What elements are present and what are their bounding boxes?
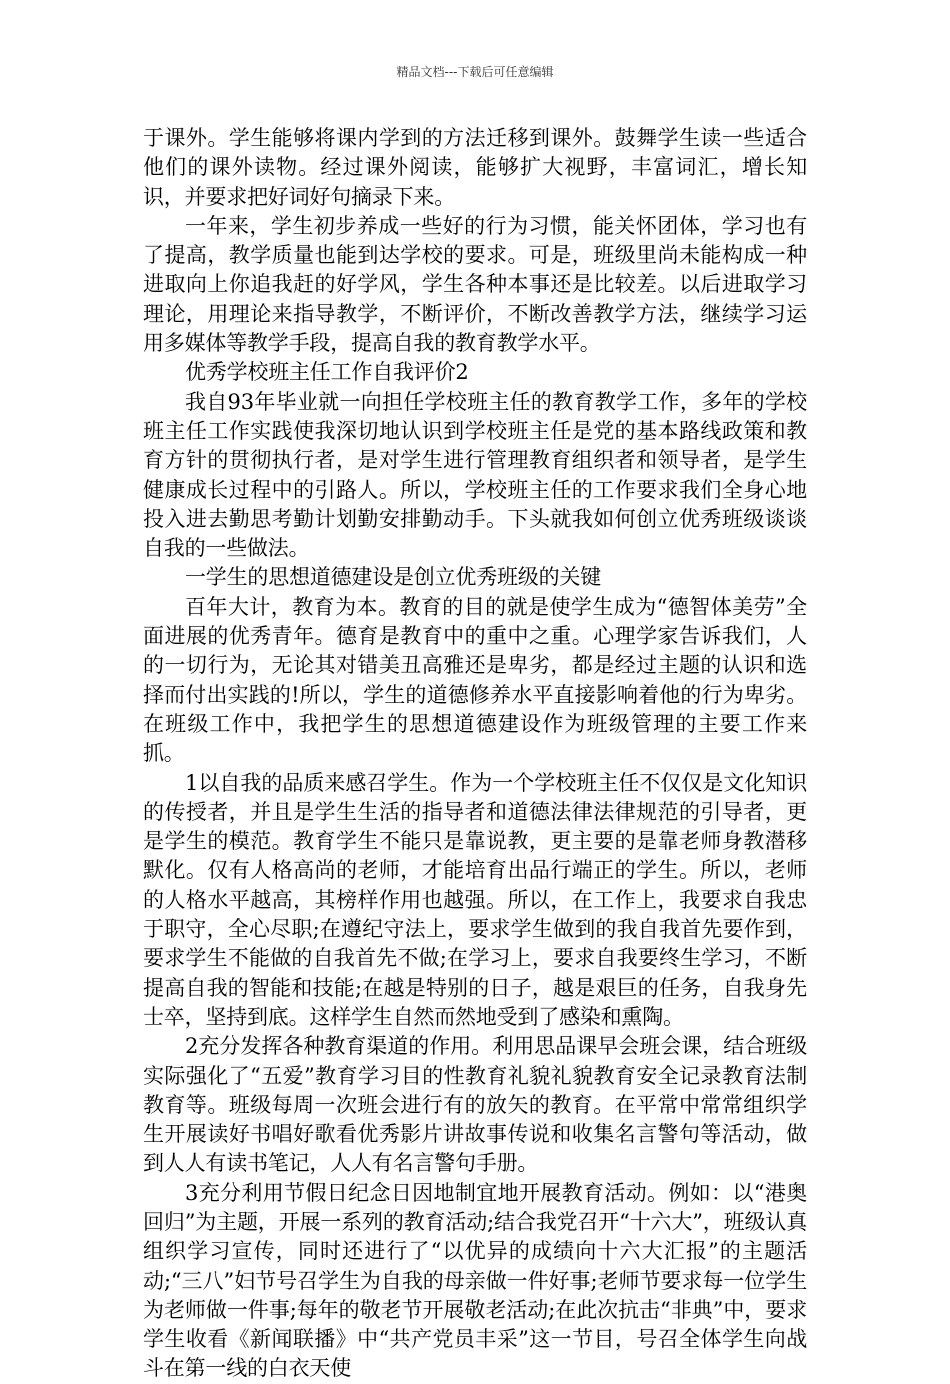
paragraph-2: 一年来，学生初步养成一些好的行为习惯，能关怀团体，学习也有了提高，教学质量也能到达学校的要求。可是，班级里尚未能构成一种进取向上你追我赶的好学风，学生各种本事还是比较差。以后进取学习理论，用理论来指导教学，不断评价，不断改善教学方法，继续学习运用多媒体等教学手段，提高自我的教育教学水平。 [143,213,807,356]
paragraph-3: 我自93年毕业就一向担任学校班主任的教育教学工作，多年的学校班主任工作实践使我深切地认识到学校班主任是党的基本路线政策和教育方针的贯彻执行者，是对学生进行管理教育组织者和领导者，是学生健康成长过程中的引路人。所以，学校班主任的工作要求我们全身心地投入进去勤思考勤计划勤安排勤动手。下头就我如何创立优秀班级谈谈自我的一些做法。 [143,389,807,561]
document-body [143,124,807,1384]
paragraph-5: 1以自我的品质来感召学生。作为一个学校班主任不仅仅是文化知识的传授者，并且是学生生活的指导者和道德法律法律规范的引导者，更是学生的模范。教育学生不能只是靠说教，更主要的是靠老师身教潜移默化。仅有人格高尚的老师，才能培育出品行端正的学生。所以，老师的人格水平越高，其榜样作用也越强。所以，在工作上，我要求自我忠于职守，全心尽职;在遵纪守法上，要求学生做到的我自我首先要作到，要求学生不能做的自我首先不做;在学习上，要求自我要终生学习，不断提高自我的智能和技能;在越是特别的日子，越是艰巨的任务，自我身先士卒，坚持到底。这样学生自然而然地受到了感染和熏陶。 [143,770,807,1029]
paragraph-1: 于课外。学生能够将课内学到的方法迁移到课外。鼓舞学生读一些适合他们的课外读物。经过课外阅读，能够扩大视野，丰富词汇，增长知识，并要求把好词好句摘录下来。 [143,126,807,209]
paragraph-7: 3充分利用节假日纪念日因地制宜地开展教育活动。例如：以“港奥回归”为主题，开展一系列的教育活动;结合我党召开“十六大”，班级认真组织学习宣传，同时还进行了“以优异的成绩向十六大汇报”的主题活动;“三八”妇节号召学生为自我的母亲做一件好事;老师节要求每一位学生为老师做一件事;每年的敬老节开展敬老活动;在此次抗击“非典”中，要求学生收看《新闻联播》中“共产党员丰采”这一节目，号召全体学生向战斗在第一线的白衣天使 [143,1180,807,1381]
paragraph-6: 2充分发挥各种教育渠道的作用。利用思品课早会班会课，结合班级实际强化了“五爱”教育学习目的性教育礼貌礼貌教育安全记录教育法制教育等。班级每周一次班会进行有的放矢的教育。在平常中常常组织学生开展读好书唱好歌看优秀影片讲故事传说和收集名言警句等活动，做到人人有读书笔记，人人有名言警句手册。 [143,1034,807,1176]
page-header: 精品文档---下载后可任意编辑 [396,65,554,79]
subheading-moral-education: 一学生的思想道德建设是创立优秀班级的关键 [185,565,601,590]
paragraph-4: 百年大计，教育为本。教育的目的就是使学生成为“德智体美劳”全面进展的优秀青年。德育是教育中的重中之重。心理学家告诉我们，人的一切行为，无论其对错美丑高雅还是卑劣，都是经过主题的认识和选择而付出实践的!所以，学生的道德修养水平直接影响着他的行为卑劣。在班级工作中，我把学生的思想道德建设作为班级管理的主要工作来抓。 [143,594,807,766]
section-heading-2: 优秀学校班主任工作自我评价2 [185,360,469,385]
